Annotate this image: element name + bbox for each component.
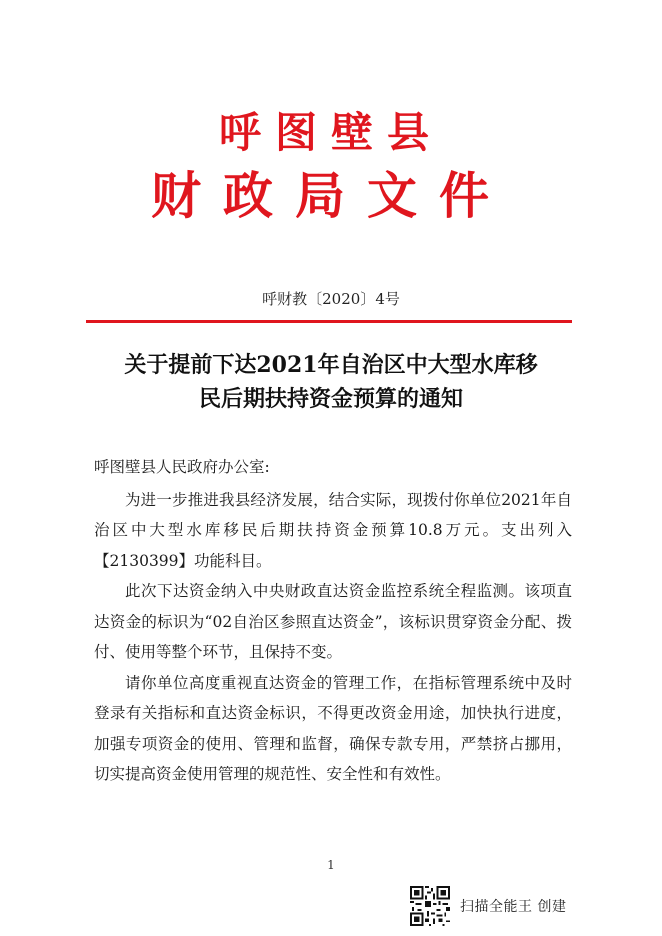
paragraph-2: 此次下达资金纳入中央财政直达资金监控系统全程监测。该项直达资金的标识为“02自治区参照直达资金”，该标识贯穿资金分配、拨付、使用等整个环节，且保持不变。: [94, 582, 572, 661]
salutation: 呼图壁县人民政府办公室:: [94, 458, 270, 476]
document-number: 呼财教〔2020〕4号: [262, 290, 400, 308]
watermark-text: 扫描全能王 创建: [460, 899, 567, 915]
title-line-2: 民后期扶持资金预算的通知: [198, 386, 463, 412]
document-title: [94, 348, 568, 416]
document-type-heading: 财政局文件: [151, 166, 511, 225]
scanner-watermark: [410, 884, 566, 928]
document-body: [94, 452, 572, 790]
page-number: 1: [327, 858, 335, 872]
title-line-1: 关于提前下达2021年自治区中大型水库移: [124, 352, 538, 378]
red-divider: [86, 320, 572, 323]
issuer-name: 呼图壁县: [218, 108, 443, 157]
qr-code-icon: [410, 886, 450, 926]
paragraph-3: 请你单位高度重视直达资金的管理工作，在指标管理系统中及时登录有关指标和直达资金标识，不得更改资金用途，加快执行进度，加强专项资金的使用、管理和监督，确保专款专用，严禁挤占挪用，切实提高资金使用管理的规范性、安全性和有效性。: [94, 673, 572, 783]
paragraph-1: 为进一步推进我县经济发展，结合实际，现拨付你单位2021年自治区中大型水库移民后期扶持资金预算10.8万元。支出列入【2130399】功能科目。: [94, 490, 572, 570]
